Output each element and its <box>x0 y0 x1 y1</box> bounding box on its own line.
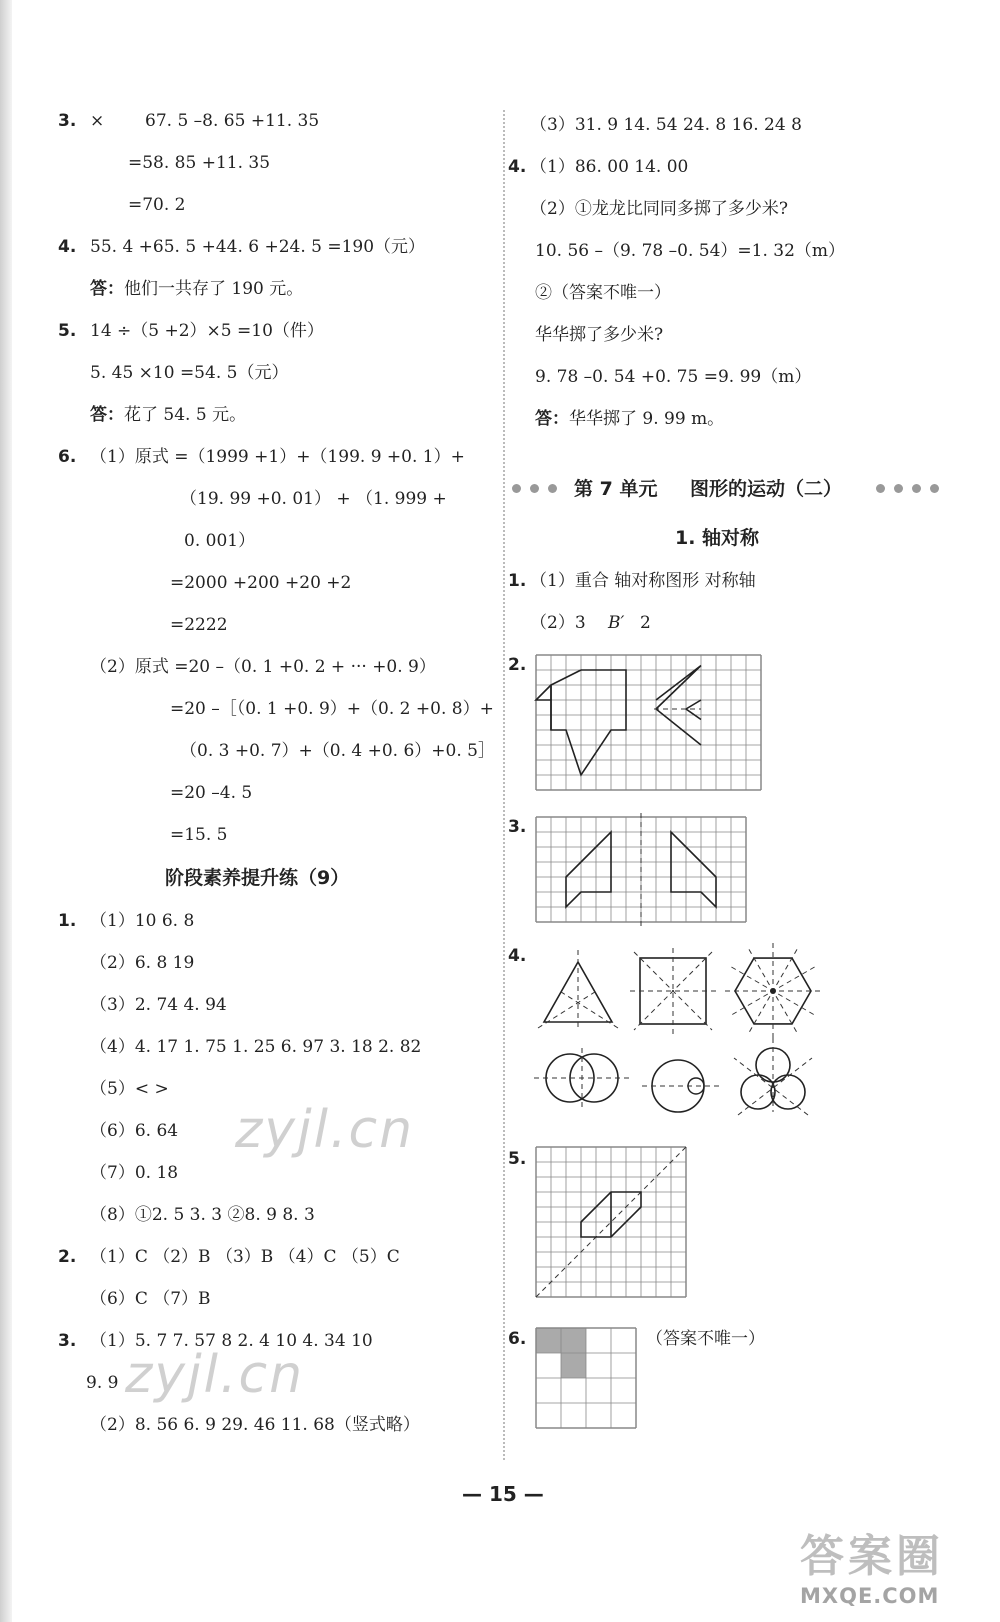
s1-item-6: （6）6. 64 <box>90 1121 179 1141</box>
s3-line-3: （2）8. 56 6. 9 29. 46 11. 68（竖式略） <box>90 1415 420 1435</box>
q5-answer: 花了 54. 5 元。 <box>124 405 247 425</box>
q5-line-2: 5. 45 ×10 =54. 5（元） <box>90 363 289 383</box>
q5-line-1: 14 ÷（5 +2）×5 =10（件） <box>90 321 324 341</box>
q5-answer-label: 答： <box>90 405 124 425</box>
unit-title-bar <box>512 474 960 502</box>
figure-6-grid <box>536 1328 638 1430</box>
r4-line-2: （2）①龙龙比同同多掷了多少米? <box>530 199 788 219</box>
s1-item-4: （4）4. 17 1. 75 1. 25 6. 97 3. 18 2. 82 <box>90 1037 422 1057</box>
q4-answer: 他们一共存了 190 元。 <box>124 279 304 299</box>
q6-1-line-4: =2000 +200 +20 +2 <box>170 573 352 593</box>
t2-number: 2. <box>508 655 527 675</box>
q3-line-3: =70. 2 <box>128 195 186 215</box>
q6-2-line-3: （0. 3 +0. 7）+（0. 4 +0. 6）+0. 5］ <box>180 741 495 761</box>
s2-line-1: （1）C （2）B （3）B （4）C （5）C <box>90 1247 400 1267</box>
s2-number: 2. <box>58 1247 77 1267</box>
r4-line-6: 9. 78 –0. 54 +0. 75 =9. 99（m） <box>535 367 812 387</box>
t6-note: （答案不唯一） <box>646 1329 765 1349</box>
r4-line-1: （1）86. 00 14. 00 <box>530 157 689 177</box>
column-divider <box>503 110 505 1460</box>
q6-number: 6. <box>58 447 77 467</box>
site-logo <box>800 1520 975 1610</box>
left-dots <box>512 484 557 493</box>
q4-answer-label: 答： <box>90 279 124 299</box>
unit-title-number: 第 7 单元 <box>574 478 658 500</box>
t4-number: 4. <box>508 946 527 966</box>
q4-line-1: 55. 4 +65. 5 +44. 6 +24. 5 =190（元） <box>90 237 426 257</box>
page-edge-shadow <box>0 0 12 1622</box>
s2-line-2: （6）C （7）B <box>90 1289 211 1309</box>
t3-number: 3. <box>508 817 527 837</box>
figure-6-shaded-cell <box>536 1328 561 1353</box>
q6-1-line-5: =2222 <box>170 615 228 635</box>
s1-item-7: （7）0. 18 <box>90 1163 179 1183</box>
t6-number: 6. <box>508 1329 527 1349</box>
q3-mark: × <box>90 111 105 131</box>
q6-2-line-2: =20 –［（0. 1 +0. 9）+（0. 2 +0. 8）+ <box>170 699 494 719</box>
t1-line-2a: （2）3 <box>530 613 586 633</box>
right-dots <box>876 484 939 493</box>
t1-line-2b: B′ <box>608 613 625 633</box>
figure-6-shaded-cell <box>561 1328 586 1353</box>
figure-2-arrow-inner <box>686 700 701 720</box>
r4-answer-label: 答： <box>535 409 569 429</box>
r4-answer: 华华掷了 9. 99 m。 <box>569 409 725 429</box>
q3-line-2: =58. 85 +11. 35 <box>128 153 271 173</box>
r4-line-5: 华华掷了多少米? <box>535 325 664 345</box>
s1-item-5: （5）< > <box>90 1079 169 1099</box>
s1-item-3: （3）2. 74 4. 94 <box>90 995 227 1015</box>
r4-line-3: 10. 56 –（9. 78 –0. 54）=1. 32（m） <box>535 241 846 261</box>
q6-1-line-1: （1）原式 =（1999 +1）+（199. 9 +0. 1）+ <box>90 447 465 467</box>
logo-domain: MXQE.COM <box>800 1584 940 1608</box>
figure-6-shaded-cell <box>561 1353 586 1378</box>
s1-item-2: （2）6. 8 19 <box>90 953 195 973</box>
t5-number: 5. <box>508 1149 527 1169</box>
figure-3-shape-left <box>566 832 611 907</box>
figure-3-grid <box>536 817 748 922</box>
r3-line-1: （3）31. 9 14. 54 24. 8 16. 24 8 <box>530 115 802 135</box>
q6-2-line-5: =15. 5 <box>170 825 228 845</box>
r4-number: 4. <box>508 157 527 177</box>
q6-1-line-2: （19. 99 +0. 01） + （1. 999 + <box>180 489 447 509</box>
watermark-2: zyjl.cn <box>125 1345 305 1405</box>
unit-title-name: 图形的运动（二） <box>690 478 843 500</box>
figure-3-shape-right <box>671 832 716 907</box>
t1-line-2c: 2 <box>640 613 651 633</box>
t1-number: 1. <box>508 571 527 591</box>
figure-4-symmetry-shapes <box>530 940 830 1120</box>
figure-2-grid <box>536 655 766 795</box>
q3-line-1: 67. 5 –8. 65 +11. 35 <box>145 111 320 131</box>
s1-item-1: （1）10 6. 8 <box>90 911 195 931</box>
page-number: — 15 — <box>462 1482 544 1506</box>
figure-4-tri-circle <box>741 1075 775 1109</box>
q4-number: 4. <box>58 237 77 257</box>
lesson-title: 1. 轴对称 <box>675 527 760 549</box>
t1-line-1: （1）重合 轴对称图形 对称轴 <box>530 571 756 591</box>
figure-5-grid <box>536 1147 694 1305</box>
q5-number: 5. <box>58 321 77 341</box>
q6-2-line-1: （2）原式 =20 –（0. 1 +0. 2 + ··· +0. 9） <box>90 657 436 677</box>
s3-number: 3. <box>58 1331 77 1351</box>
q6-1-line-3: 0. 001） <box>184 531 256 551</box>
section-title: 阶段素养提升练（9） <box>165 867 350 889</box>
figure-4-tri-circle <box>771 1075 805 1109</box>
watermark-1: zyjl.cn <box>235 1100 415 1160</box>
q3-number: 3. <box>58 111 77 131</box>
s3-line-2: 9. 9 <box>86 1373 119 1393</box>
s1-item-8: （8）①2. 5 3. 3 ②8. 9 8. 3 <box>90 1205 315 1225</box>
s3-line-1: （1）5. 7 7. 57 8 2. 4 10 4. 34 10 <box>90 1331 373 1351</box>
r4-line-4: ②（答案不唯一） <box>535 283 671 303</box>
logo-text: 答案圈 <box>800 1531 944 1582</box>
q6-2-line-4: =20 –4. 5 <box>170 783 253 803</box>
figure-2-arrow-outer <box>656 666 701 746</box>
s1-number: 1. <box>58 911 77 931</box>
figure-4-hexagon-center <box>770 988 776 994</box>
